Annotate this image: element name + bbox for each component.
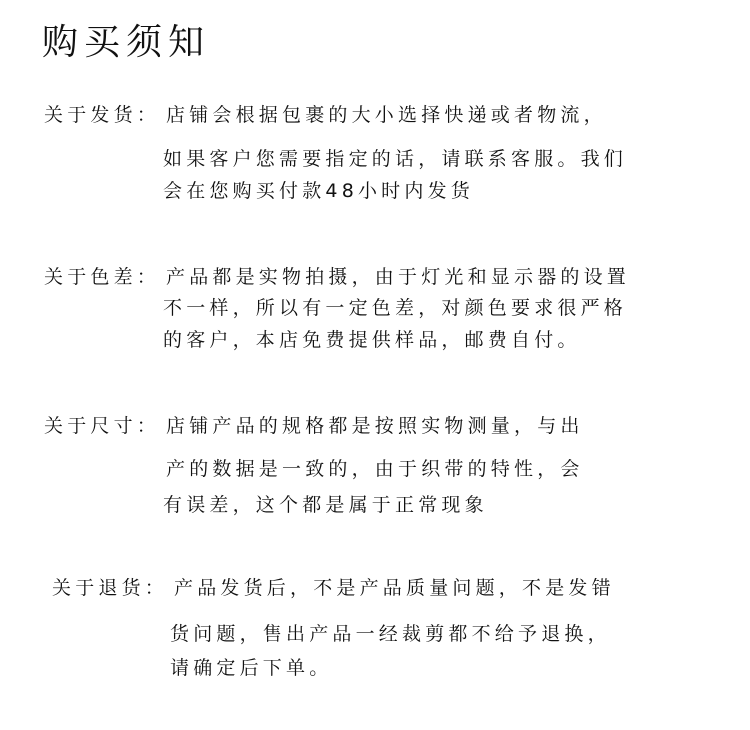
section-heading-returns: 关于退货：	[52, 577, 169, 599]
section-line: 请确定后下单。	[170, 657, 333, 679]
section-heading-shipping: 关于发货：	[44, 104, 161, 126]
section-heading-color-difference: 关于色差：	[44, 266, 161, 288]
section-line: 货问题，售出产品一经裁剪都不给予退换，	[170, 623, 611, 645]
section-line: 会在您购买付款48小时内发货	[163, 180, 474, 202]
section-line: 的客户，本店免费提供样品，邮费自付。	[163, 329, 581, 351]
section-heading-size: 关于尺寸：	[44, 415, 161, 437]
page-title: 购买须知	[42, 22, 211, 63]
section-line: 店铺会根据包裹的大小选择快递或者物流，	[166, 104, 607, 126]
section-line: 产品都是实物拍摄，由于灯光和显示器的设置	[166, 266, 631, 288]
section-line: 有误差，这个都是属于正常现象	[163, 494, 488, 516]
section-line: 不一样，所以有一定色差，对颜色要求很严格	[163, 297, 628, 319]
section-line: 店铺产品的规格都是按照实物测量，与出	[166, 415, 584, 437]
section-line: 产品发货后，不是产品质量问题，不是发错	[174, 577, 615, 599]
section-line: 如果客户您需要指定的话，请联系客服。我们	[163, 148, 628, 170]
section-line: 产的数据是一致的，由于织带的特性，会	[166, 458, 584, 480]
